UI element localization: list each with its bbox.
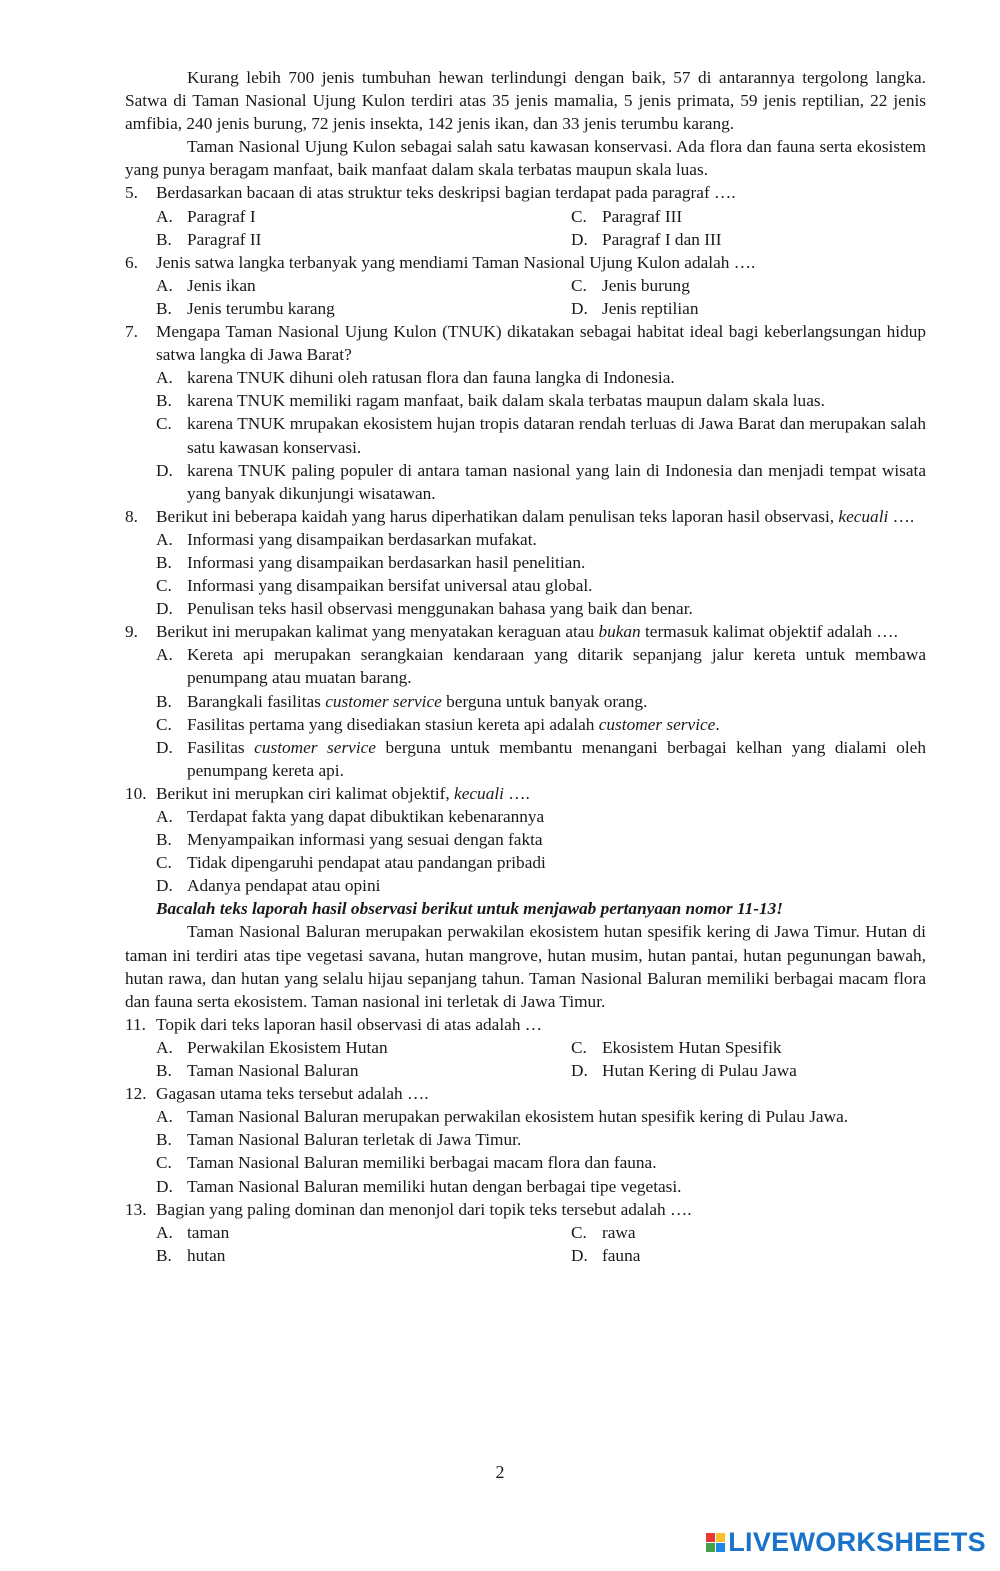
question-number: 8. <box>125 506 138 526</box>
option-a[interactable] <box>156 1105 926 1128</box>
option-label: C. <box>156 1153 172 1173</box>
option-c[interactable] <box>571 1036 895 1059</box>
option-text: Paragraf I dan III <box>602 229 722 249</box>
option-text: Taman Nasional Baluran <box>187 1061 359 1081</box>
option-text: Tidak dipengaruhi pendapat atau pandangan pribadi <box>187 853 546 873</box>
page-number: 2 <box>495 1462 505 1482</box>
option-label: B. <box>156 552 172 572</box>
question-number: 13. <box>125 1199 147 1219</box>
option-label: B. <box>156 391 172 411</box>
option-text: karena TNUK paling populer di antara taman nasional yang lain di Indonesia dan menjadi tempat wisata yang banyak dikunjungi wisatawan. <box>187 460 926 503</box>
option-label: D. <box>571 229 588 249</box>
question-7 <box>125 320 926 366</box>
option-label: B. <box>156 229 172 249</box>
option-b[interactable] <box>156 228 571 251</box>
option-label: B. <box>156 691 172 711</box>
option-label: D. <box>156 460 173 480</box>
question-text: Bagian yang paling dominan dan menonjol dari topik teks tersebut adalah …. <box>156 1199 692 1219</box>
question-emphasis: bukan <box>598 622 641 642</box>
option-b[interactable] <box>156 828 926 851</box>
option-a[interactable] <box>156 528 926 551</box>
option-text: Penulisan teks hasil observasi menggunakan bahasa yang baik dan benar. <box>187 599 693 619</box>
option-label: C. <box>156 414 172 434</box>
option-text: Paragraf I <box>187 206 256 226</box>
worksheet-page <box>125 66 926 1267</box>
option-text: taman <box>187 1222 230 1242</box>
option-d[interactable] <box>571 1244 895 1267</box>
question-11-options <box>125 1036 926 1082</box>
option-label: A. <box>156 368 173 388</box>
question-number: 12. <box>125 1084 147 1104</box>
question-text-end: …. <box>503 783 530 803</box>
option-text: Barangkali fasilitas <box>187 691 326 711</box>
option-label: B. <box>156 830 172 850</box>
option-text: Jenis burung <box>602 275 690 295</box>
passage-paragraph: Taman Nasional Baluran merupakan perwakilan ekosistem hutan spesifik kering di Jawa Timur. Hutan di taman ini terdiri atas tipe vegetasi savana, hutan mangrove, hutan musim, hutan pantai, hutan pegunungan bawah, hutan rawa, dan hutan yang selalu hijau sepanjang tahun. Taman Nasional Baluran memiliki berbagai macam flora dan fauna serta ekosistem. Taman nasional ini terletak di Jawa Timur. <box>125 922 926 1011</box>
option-text: Taman Nasional Baluran merupakan perwakilan ekosistem hutan spesifik kering di Pulau Jawa. <box>187 1107 849 1127</box>
option-b[interactable] <box>156 1128 926 1151</box>
option-label: B. <box>156 1061 172 1081</box>
question-8 <box>125 505 926 528</box>
option-text: Kereta api merupakan serangkaian kendaraan yang ditarik sepanjang jalur kereta untuk membawa penumpang atau muatan barang. <box>187 645 926 688</box>
option-label: A. <box>156 1222 173 1242</box>
question-text: Mengapa Taman Nasional Ujung Kulon (TNUK) dikatakan sebagai habitat ideal bagi keberlangsungan hidup satwa langka di Jawa Barat? <box>156 322 926 365</box>
option-text: karena TNUK dihuni oleh ratusan flora dan fauna langka di Indonesia. <box>187 368 675 388</box>
option-b[interactable] <box>156 389 926 412</box>
option-c[interactable] <box>156 1151 926 1174</box>
option-text: Fasilitas <box>187 737 255 757</box>
question-emphasis: kecuali <box>454 783 504 803</box>
question-10 <box>125 782 926 805</box>
option-a[interactable] <box>156 643 926 689</box>
option-label: B. <box>156 1130 172 1150</box>
question-emphasis: kecuali <box>838 506 889 526</box>
option-text: karena TNUK memiliki ragam manfaat, baik dalam skala terbatas maupun dalam skala luas. <box>187 391 825 411</box>
option-label: A. <box>156 1037 173 1057</box>
option-b[interactable] <box>156 297 571 320</box>
liveworksheets-logo[interactable] <box>706 1527 986 1558</box>
option-label: D. <box>156 737 173 757</box>
option-text: Jenis terumbu karang <box>187 298 335 318</box>
option-emphasis: customer service <box>598 714 716 734</box>
option-d[interactable] <box>156 597 926 620</box>
option-text: Paragraf III <box>602 206 683 226</box>
question-text: Berikut ini merupakan kalimat yang menyatakan keraguan atau <box>156 622 595 642</box>
question-6-options <box>125 274 926 320</box>
option-label: D. <box>571 1245 588 1265</box>
option-d[interactable] <box>156 736 926 782</box>
question-number: 7. <box>125 322 138 342</box>
option-a[interactable] <box>156 1221 571 1244</box>
option-label: D. <box>571 298 588 318</box>
option-text: hutan <box>187 1245 226 1265</box>
option-label: C. <box>571 206 587 226</box>
option-label: D. <box>156 1176 173 1196</box>
option-text: Ekosistem Hutan Spesifik <box>602 1037 782 1057</box>
option-text-end: . <box>715 714 720 734</box>
option-label: D. <box>571 1061 588 1081</box>
option-b[interactable] <box>156 551 926 574</box>
question-text: Topik dari teks laporan hasil observasi di atas adalah … <box>156 1014 543 1034</box>
question-7-options <box>125 366 926 505</box>
option-label: A. <box>156 645 173 665</box>
question-5-options <box>125 205 926 251</box>
option-c[interactable] <box>156 412 926 458</box>
question-number: 6. <box>125 252 138 272</box>
option-label: B. <box>156 1245 172 1265</box>
option-label: A. <box>156 807 173 826</box>
option-label: D. <box>156 876 173 896</box>
question-number: 5. <box>125 183 138 203</box>
option-label: D. <box>156 599 173 619</box>
question-6 <box>125 251 926 274</box>
option-label: C. <box>571 1222 587 1242</box>
option-c[interactable] <box>571 274 895 297</box>
intro-paragraph-2: Taman Nasional Ujung Kulon sebagai salah satu kawasan konservasi. Ada flora dan fauna serta ekosistem yang punya beragam manfaat, baik manfaat dalam skala terbatas maupun skala luas. <box>125 137 926 180</box>
option-b[interactable] <box>156 1244 571 1267</box>
question-12-options <box>125 1105 926 1197</box>
option-text: Fasilitas pertama yang disediakan stasiun kereta api adalah <box>187 714 599 734</box>
option-emphasis: customer service <box>254 737 376 757</box>
option-c[interactable] <box>156 574 926 597</box>
option-a[interactable] <box>156 205 571 228</box>
option-b[interactable] <box>156 690 926 713</box>
option-text: Informasi yang disampaikan berdasarkan hasil penelitian. <box>187 552 586 572</box>
option-a[interactable] <box>156 366 926 389</box>
option-c[interactable] <box>571 205 895 228</box>
option-text: Taman Nasional Baluran terletak di Jawa Timur. <box>187 1130 522 1150</box>
option-label: C. <box>571 275 587 295</box>
question-9 <box>125 620 926 643</box>
question-number: 9. <box>125 622 138 642</box>
option-text: fauna <box>602 1245 641 1265</box>
option-label: C. <box>156 853 172 873</box>
question-text: Berikut ini beberapa kaidah yang harus diperhatikan dalam penulisan teks laporan hasil observasi, <box>156 506 835 526</box>
option-text: Taman Nasional Baluran memiliki hutan dengan berbagai tipe vegetasi. <box>187 1176 682 1196</box>
liveworksheets-icon <box>706 1533 725 1552</box>
question-number: 10. <box>125 783 147 803</box>
option-emphasis: customer service <box>325 691 442 711</box>
option-a[interactable] <box>156 805 926 828</box>
question-9-options <box>125 643 926 782</box>
option-label: C. <box>156 714 172 734</box>
option-c[interactable] <box>156 851 926 874</box>
option-d[interactable] <box>571 1059 895 1082</box>
option-label: A. <box>156 275 173 295</box>
question-text-end: termasuk kalimat objektif adalah …. <box>640 622 898 642</box>
option-text: Jenis reptilian <box>602 298 699 318</box>
question-8-options <box>125 528 926 620</box>
option-label: B. <box>156 298 172 318</box>
option-text: karena TNUK mrupakan ekosistem hujan tropis dataran rendah terluas di Jawa Barat dan merupakan salah satu kawasan konservasi. <box>187 414 926 457</box>
option-a[interactable] <box>156 274 571 297</box>
option-d[interactable] <box>156 874 926 897</box>
option-d[interactable] <box>156 459 926 505</box>
question-12 <box>125 1082 926 1105</box>
option-b[interactable] <box>156 1059 571 1082</box>
option-c[interactable] <box>156 713 926 736</box>
option-text: rawa <box>602 1222 636 1242</box>
reading-instruction: Bacalah teks laporah hasil observasi berikut untuk menjawab pertanyaan nomor 11-13! <box>156 899 784 919</box>
option-text: Adanya pendapat atau opini <box>187 876 381 896</box>
option-text: Paragraf II <box>187 229 262 249</box>
brand-name: LIVEWORKSHEETS <box>728 1527 986 1557</box>
option-label: A. <box>156 206 173 226</box>
option-text: Hutan Kering di Pulau Jawa <box>602 1061 797 1081</box>
option-a[interactable] <box>156 1036 571 1059</box>
question-text: Gagasan utama teks tersebut adalah …. <box>156 1084 429 1104</box>
option-text: Terdapat fakta yang dapat dibuktikan kebenarannya <box>187 807 545 826</box>
option-label: C. <box>571 1037 587 1057</box>
option-text: Menyampaikan informasi yang sesuai dengan fakta <box>187 830 543 850</box>
question-number: 11. <box>125 1014 146 1034</box>
question-text: Berdasarkan bacaan di atas struktur teks deskripsi bagian terdapat pada paragraf …. <box>156 183 736 203</box>
option-text: Informasi yang disampaikan berdasarkan mufakat. <box>187 529 537 549</box>
option-text: Jenis ikan <box>187 275 256 295</box>
option-label: A. <box>156 1107 173 1127</box>
option-text: Informasi yang disampaikan bersifat universal atau global. <box>187 576 593 596</box>
option-d[interactable] <box>571 297 895 320</box>
question-5 <box>125 181 926 204</box>
question-13-options <box>125 1221 926 1267</box>
option-d[interactable] <box>571 228 895 251</box>
question-text-end: …. <box>888 506 915 526</box>
option-text: Perwakilan Ekosistem Hutan <box>187 1037 388 1057</box>
option-text-end: berguna untuk banyak orang. <box>441 691 648 711</box>
intro-paragraph-1: Kurang lebih 700 jenis tumbuhan hewan terlindungi dengan baik, 57 di antarannya tergolong langka. Satwa di Taman Nasional Ujung Kulon terdiri atas 35 jenis mamalia, 5 jenis primata, 59 jenis reptilian, 22 jenis amfibia, 240 jenis burung, 72 jenis insekta, 142 jenis ikan, dan 33 jenis terumbu karang. <box>125 68 926 134</box>
question-10-options <box>125 805 926 897</box>
option-text: Taman Nasional Baluran memiliki berbagai macam flora dan fauna. <box>187 1153 657 1173</box>
option-label: A. <box>156 529 173 549</box>
option-text-end: berguna untuk membantu menangani berbagai kelhan yang dialami oleh penumpang kereta api. <box>187 737 926 780</box>
option-c[interactable] <box>571 1221 895 1244</box>
option-label: C. <box>156 576 172 596</box>
question-text: Berikut ini merupkan ciri kalimat objektif, <box>156 783 450 803</box>
option-d[interactable] <box>156 1175 926 1198</box>
question-11 <box>125 1013 926 1036</box>
question-text: Jenis satwa langka terbanyak yang mendiami Taman Nasional Ujung Kulon adalah …. <box>156 252 756 272</box>
question-13 <box>125 1198 926 1221</box>
